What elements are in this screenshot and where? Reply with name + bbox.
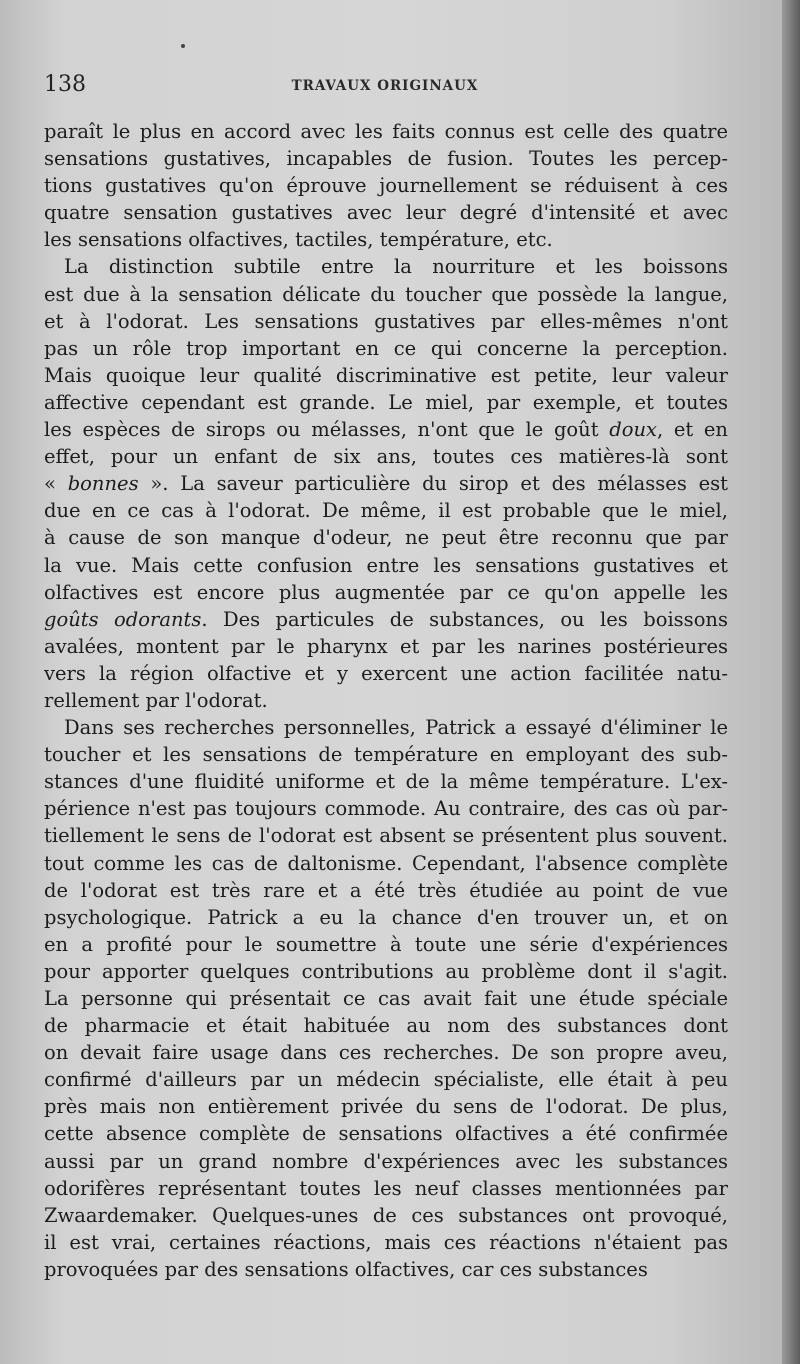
text-line: [44, 1256, 728, 1283]
text-segment: rellement par l'odorat.: [44, 688, 268, 712]
text-segment: confirmé d'ailleurs par un médecin spécialiste, elle était à peu: [44, 1068, 728, 1092]
text-line: [44, 552, 728, 579]
italic-text: bonnes: [67, 472, 139, 496]
text-line: [44, 714, 728, 741]
text-segment: olfactives est encore plus augmentée par ce qu'on appelle les: [44, 580, 728, 604]
text-segment: vers la région olfactive et y exercent une action facilitée natu-: [44, 661, 728, 685]
text-line: [44, 931, 728, 958]
text-segment: paraît le plus en accord avec les faits connus est celle des quatre: [44, 120, 728, 143]
text-line: [44, 660, 728, 687]
text-segment: ». La saveur particulière du sirop et des mélasses est: [138, 472, 728, 496]
text-segment: les sensations olfactives, tactiles, température, etc.: [44, 228, 553, 252]
text-line: [44, 904, 728, 931]
text-line: [44, 389, 728, 416]
text-line: [44, 877, 728, 904]
text-segment: toucher et les sensations de température en employant des sub-: [44, 743, 728, 767]
text-segment: sensations gustatives, incapables de fusion. Toutes les percep-: [44, 147, 728, 171]
text-line: [44, 1120, 728, 1147]
text-segment: près mais non entièrement privée du sens de l'odorat. De plus,: [44, 1095, 728, 1119]
body-text: [44, 118, 728, 1283]
text-line: [44, 958, 728, 985]
text-line: [44, 1175, 728, 1202]
text-line: [44, 1148, 728, 1175]
text-segment: provoquées par des sensations olfactives, car ces substances: [44, 1257, 648, 1281]
text-segment: est due à la sensation délicate du toucher que possède la langue,: [44, 282, 728, 306]
text-line: [44, 145, 728, 172]
text-segment: périence n'est pas toujours commode. Au contraire, des cas où par-: [44, 797, 728, 821]
text-line: [44, 606, 728, 633]
text-line: [44, 226, 728, 253]
text-segment: en a profité pour le soumettre à toute une série d'expériences: [44, 932, 728, 956]
text-segment: affective cependant est grande. Le miel, par exemple, et toutes: [44, 390, 728, 414]
text-line: [44, 497, 728, 524]
text-line: [44, 253, 728, 280]
text-line: [44, 633, 728, 660]
text-line: [44, 416, 728, 443]
text-segment: la vue. Mais cette confusion entre les sensations gustatives et: [44, 553, 728, 577]
text-line: [44, 281, 728, 308]
text-segment: psychologique. Patrick a eu la chance d'en trouver un, et on: [44, 905, 728, 929]
text-segment: tiellement le sens de l'odorat est absent se présentent plus souvent.: [44, 824, 728, 848]
text-segment: due en ce cas à l'odorat. De même, il est probable que le miel,: [44, 499, 728, 523]
text-line: [44, 1202, 728, 1229]
text-line: [44, 1229, 728, 1256]
text-segment: on devait faire usage dans ces recherches. De son propre aveu,: [44, 1041, 728, 1065]
text-line: [44, 768, 728, 795]
print-speck: [181, 44, 185, 48]
text-line: [44, 524, 728, 551]
text-segment: stances d'une fluidité uniforme et de la même température. L'ex-: [44, 770, 728, 794]
text-line: [44, 795, 728, 822]
text-line: [44, 687, 728, 714]
italic-text: goûts odorants: [44, 607, 202, 631]
text-line: [44, 443, 728, 470]
text-segment: et à l'odorat. Les sensations gustatives par elles-mêmes n'ont: [44, 309, 728, 333]
text-line: [44, 362, 728, 389]
text-segment: Zwaardemaker. Quelques-unes de ces substances ont provoqué,: [44, 1203, 728, 1227]
running-title: TRAVAUX ORIGINAUX: [291, 78, 479, 94]
text-segment: tions gustatives qu'on éprouve journellement se réduisent à ces: [44, 174, 728, 198]
text-line: [44, 1066, 728, 1093]
text-segment: aussi par un grand nombre d'expériences avec les substances: [44, 1149, 728, 1173]
text-line: [44, 172, 728, 199]
text-segment: La distinction subtile entre la nourriture et les boissons: [64, 255, 728, 279]
text-line: [44, 308, 728, 335]
text-segment: tout comme les cas de daltonisme. Cependant, l'absence complète: [44, 851, 728, 875]
text-segment: quatre sensation gustatives avec leur degré d'intensité et avec: [44, 201, 728, 225]
text-line: [44, 741, 728, 768]
text-segment: . Des particules de substances, ou les boissons: [201, 607, 728, 631]
text-segment: de pharmacie et était habituée au nom des substances dont: [44, 1014, 728, 1038]
text-line: [44, 335, 728, 362]
text-line: [44, 985, 728, 1012]
text-segment: La personne qui présentait ce cas avait fait une étude spéciale: [44, 987, 728, 1010]
text-line: [44, 579, 728, 606]
page-header: [44, 72, 726, 102]
page-number: 138: [44, 72, 86, 97]
text-segment: cette absence complète de sensations olfactives a été confirmée: [44, 1122, 728, 1146]
text-segment: Dans ses recherches personnelles, Patrick a essayé d'éliminer le: [64, 716, 728, 740]
text-segment: à cause de son manque d'odeur, ne peut être reconnu que par: [44, 526, 728, 550]
text-segment: les espèces de sirops ou mélasses, n'ont que le goût: [44, 418, 610, 442]
text-line: [44, 1012, 728, 1039]
text-segment: il est vrai, certaines réactions, mais ces réactions n'étaient pas: [44, 1230, 728, 1254]
text-segment: Mais quoique leur qualité discriminative est petite, leur valeur: [44, 363, 728, 387]
text-segment: effet, pour un enfant de six ans, toutes ces matières-là sont: [44, 445, 728, 469]
text-line: [44, 470, 728, 497]
text-segment: pas un rôle trop important en ce qui concerne la perception.: [44, 336, 728, 360]
text-segment: «: [44, 472, 68, 496]
text-segment: avalées, montent par le pharynx et par les narines postérieures: [44, 634, 728, 658]
page-edge-shadow: [782, 0, 800, 1364]
text-line: [44, 118, 728, 145]
text-segment: odorifères représentant toutes les neuf classes mentionnées par: [44, 1176, 728, 1200]
italic-text: doux: [609, 418, 657, 442]
text-line: [44, 1039, 728, 1066]
text-segment: de l'odorat est très rare et a été très étudiée au point de vue: [44, 878, 728, 902]
text-line: [44, 850, 728, 877]
text-line: [44, 822, 728, 849]
text-line: [44, 1093, 728, 1120]
text-line: [44, 199, 728, 226]
text-segment: pour apporter quelques contributions au problème dont il s'agit.: [44, 959, 728, 983]
text-segment: , et en: [657, 418, 728, 442]
